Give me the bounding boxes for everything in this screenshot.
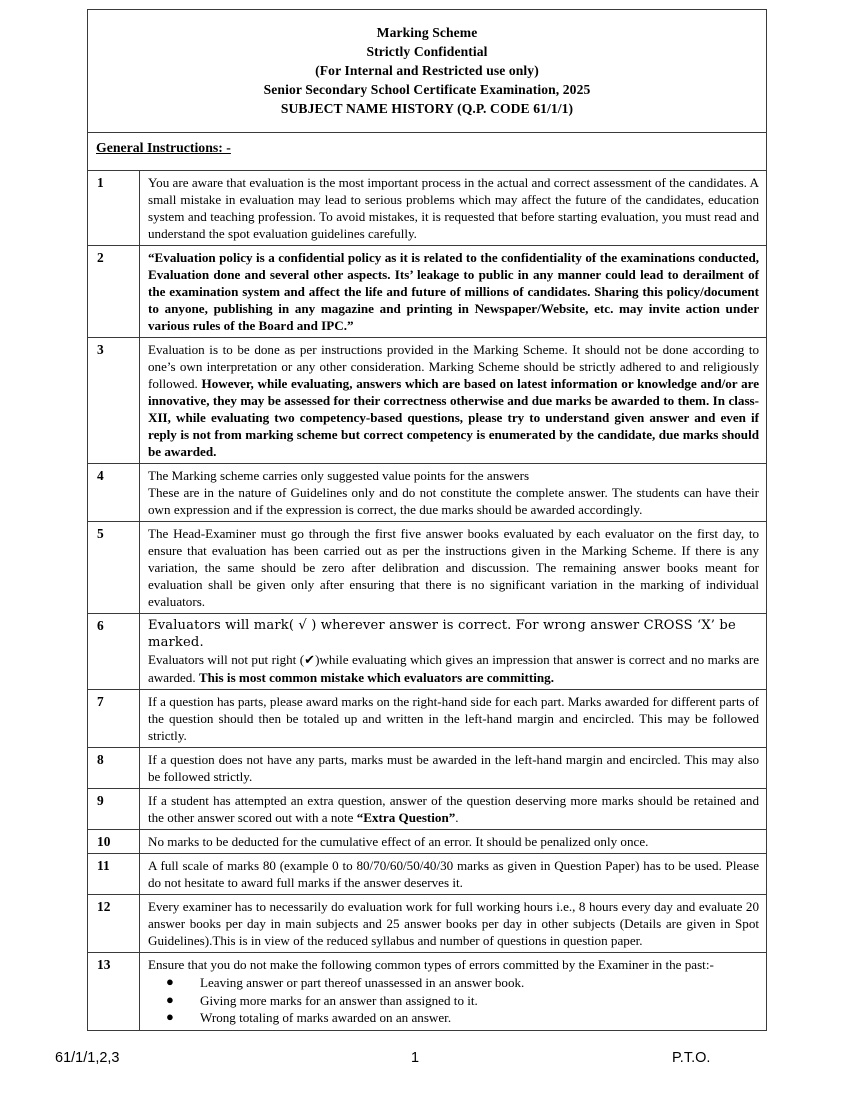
instruction-number: 2 [88, 246, 140, 338]
instruction-text [140, 338, 767, 464]
instruction-paragraph [148, 956, 759, 973]
instruction-row [88, 854, 767, 895]
text-run: You are aware that evaluation is the most important process in the actual and correct assessment of the candidates. A small mistake in evaluation may lead to serious problems which may affect the future of the candidates, education system and teaching profession. To avoid mistakes, it is requested that before starting evaluation, you must read and understand the spot evaluation guidelines carefully. [148, 175, 760, 242]
instruction-row [88, 171, 767, 246]
instruction-paragraph [148, 751, 759, 785]
bold-run: However, while evaluating, answers which are based on latest information or knowledge and/or are innovative, they may be assessed for their correctness otherwise and due marks be awarded to them. In class-XII, while evaluating two competency-based questions, please try to understand given answer and even if reply is not from marking scheme but correct competency is enumerated by the candidate, due marks should be awarded. [148, 376, 760, 460]
text-run: Evaluation is to be done as per instructions provided in the Marking Scheme. It should not be done according to one’s own interpretation or any other consideration. Marking Scheme should be strictly adhered to and religiously followed. [148, 342, 760, 392]
text-run: Every examiner has to necessarily do evaluation work for full working hours i.e., 8 hours every day and evaluate 20 answer books per day in main subjects and 25 answer books per day in other subjects (Details are given in Spot Guidelines).This is in view of the reduced syllabus and number of questions in question paper. [148, 899, 760, 949]
list-item-label: Leaving answer or part thereof unassessed in an answer book. [200, 975, 525, 991]
title-line-3: (For Internal and Restricted use only) [315, 63, 539, 79]
instruction-paragraph [148, 857, 759, 891]
list-item [148, 974, 759, 992]
bold-run: This is most common mistake which evaluators are committing. [198, 669, 554, 685]
instruction-row [88, 522, 767, 614]
bullet-dot-icon: ● [166, 991, 174, 1007]
title-line-4: Senior Secondary School Certificate Examination, 2025 [263, 82, 591, 98]
title-line-5: SUBJECT NAME HISTORY (Q.P. CODE 61/1/1) [280, 101, 574, 117]
instruction-row [88, 614, 767, 689]
instruction-row [88, 953, 767, 1031]
bullet-dot-icon: ● [166, 1009, 174, 1025]
instruction-number: 13 [88, 953, 140, 1031]
instruction-text [140, 788, 767, 829]
instruction-text [140, 689, 767, 747]
instruction-row [88, 829, 767, 853]
instruction-number: 1 [88, 171, 140, 246]
instruction-paragraph [148, 174, 759, 242]
instruction-text [140, 171, 767, 246]
instruction-text [140, 829, 767, 853]
instruction-text [140, 614, 767, 689]
instruction-text [140, 522, 767, 614]
text-run: Evaluators will not put right (✔)while evaluating which gives an impression that answer is correct and no marks are awarded. [148, 652, 760, 685]
general-instructions-row [88, 133, 767, 171]
instruction-text [140, 895, 767, 953]
text-run: The Marking scheme carries only suggested value points for the answers [148, 468, 530, 484]
instruction-paragraph [148, 467, 759, 484]
instruction-row [88, 788, 767, 829]
instruction-paragraph [148, 833, 759, 850]
marking-scheme-table [87, 9, 767, 1031]
instruction-paragraph [148, 617, 759, 651]
instruction-number: 12 [88, 895, 140, 953]
instruction-number: 5 [88, 522, 140, 614]
general-instructions-cell [88, 133, 767, 171]
text-run: If a question does not have any parts, marks must be awarded in the left-hand margin and encircled. This may also be followed strictly. [148, 751, 760, 784]
title-block [88, 10, 767, 133]
instruction-number: 10 [88, 829, 140, 853]
instruction-paragraph [148, 792, 759, 826]
instruction-row [88, 895, 767, 953]
instruction-number: 6 [88, 614, 140, 689]
list-item-label: Wrong totaling of marks awarded on an answer. [200, 1010, 452, 1026]
instruction-row [88, 689, 767, 747]
instruction-text [140, 953, 767, 1031]
instruction-number: 11 [88, 854, 140, 895]
error-types-list [148, 974, 759, 1027]
instruction-row [88, 338, 767, 464]
instruction-text [140, 246, 767, 338]
text-run: If a question has parts, please award marks on the right-hand side for each part. Marks awarded for different parts of the question should then be totaled up and written in the left-hand margin and encircled. This may be followed strictly. [148, 693, 760, 743]
bold-run: “Extra Question” [356, 809, 456, 825]
instruction-text [140, 854, 767, 895]
footer-pto: P.T.O. [672, 1050, 711, 1066]
table-body [88, 10, 767, 1031]
instruction-number: 9 [88, 788, 140, 829]
text-run: No marks to be deducted for the cumulative effect of an error. It should be penalized only once. [148, 833, 649, 849]
text-run: Ensure that you do not make the following common types of errors committed by the Examiner in the past:- [148, 957, 714, 973]
instruction-number: 3 [88, 338, 140, 464]
text-run: Evaluators will mark( √ ) wherever answer is correct. For wrong answer CROSS ‘X’ be marked. [148, 618, 736, 651]
list-item [148, 992, 759, 1010]
text-run: The Head-Examiner must go through the first five answer books evaluated by each evaluator on the first day, to ensure that evaluation has been carried out as per the instructions given in the Marking Scheme. If there is any variation, the same should be zero after delibration and discussion. The remaining answer books meant for evaluation shall be given only after ensuring that there is no significant variation in the marking of individual evaluators. [148, 526, 760, 610]
instruction-row [88, 464, 767, 522]
bullet-dot-icon: ● [166, 974, 174, 990]
page-footer [0, 1050, 850, 1074]
list-item [148, 1009, 759, 1027]
footer-page-number: 1 [411, 1050, 420, 1066]
instruction-text [140, 747, 767, 788]
instruction-number: 4 [88, 464, 140, 522]
instruction-paragraph [148, 525, 759, 610]
text-run: These are in the nature of Guidelines only and do not constitute the complete answer. The students can have their own expression and if the expression is correct, the due marks should be awarded accordingly. [148, 485, 760, 518]
title-line-2: Strictly Confidential [366, 44, 488, 60]
text-run: If a student has attempted an extra question, answer of the question deserving more marks should be retained and the other answer scored out with a note [148, 792, 760, 825]
title-row [88, 10, 767, 133]
instruction-row [88, 246, 767, 338]
instruction-paragraph [148, 249, 759, 334]
list-item-label: Giving more marks for an answer than assigned to it. [200, 992, 478, 1008]
instruction-paragraph [148, 651, 759, 685]
instruction-paragraph [148, 341, 759, 460]
instruction-text [140, 464, 767, 522]
text-run: . [455, 809, 459, 825]
instruction-paragraph [148, 898, 759, 949]
footer-paper-code: 61/1/1,2,3 [55, 1050, 120, 1066]
instruction-paragraph [148, 484, 759, 518]
general-instructions-heading: General Instructions: - [96, 140, 231, 156]
instruction-row [88, 747, 767, 788]
instruction-paragraph [148, 693, 759, 744]
title-line-1: Marking Scheme [376, 25, 478, 40]
bold-run: “Evaluation policy is a confidential policy as it is related to the confidentiality of the examinations conducted, Evaluation done and several other aspects. Its’ leakage to public in any manner could lead to derailment of the examination system and affect the life and future of millions of candidates. Sharing this policy/document to anyone, publishing in any magazine and printing in Newspaper/Website, etc. may invite action under various rules of the Board and IPC.” [148, 250, 760, 334]
instruction-number: 8 [88, 747, 140, 788]
text-run: A full scale of marks 80 (example 0 to 80/70/60/50/40/30 marks as given in Question Paper) has to be used. Please do not hesitate to award full marks if the answer deserves it. [148, 858, 760, 891]
instruction-number: 7 [88, 689, 140, 747]
